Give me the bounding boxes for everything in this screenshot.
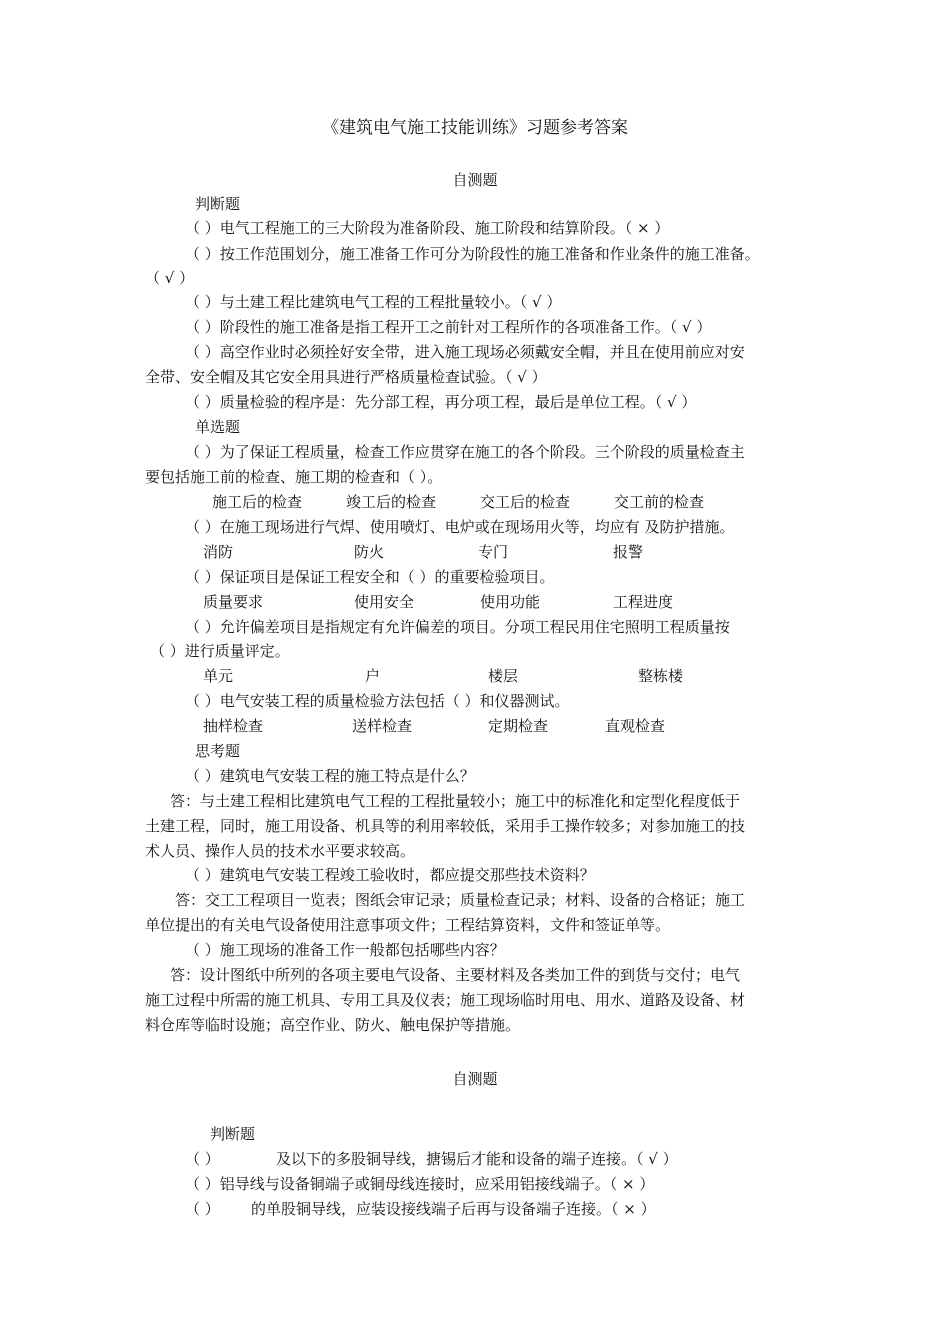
judge-item-3: （ ）与土建工程比建筑电气工程的工程批量较小。（ √ ） [185,293,562,311]
choice-q1: （ ）为了保证工程质量，检查工作应贯穿在施工的各个阶段。三个阶段的质量检查主 [185,443,745,461]
think-a3-line3: 料仓库等临时设施；高空作业、防火、触电保护等措施。 [145,1016,521,1034]
think-a2-line1: 答：交工工程项目一览表；图纸会审记录；质量检查记录；材料、设备的合格证；施工 [175,891,746,909]
choice-q5-opt-b: 送样检查 [352,717,413,735]
judge-item-2-cont: （ √ ） [145,269,195,287]
judge2-item-3-prefix: （ ） [185,1200,220,1218]
choice-q5-opt-a: 抽样检查 [203,717,264,735]
judge2-item-1-prefix: （ ） [185,1150,220,1168]
choice-q5-opt-c: 定期检查 [488,717,549,735]
think-a3-line2: 施工过程中所需的施工机具、专用工具及仪表；施工现场临时用电、用水、道路及设备、材 [145,991,746,1009]
judge-item-6: （ ）质量检验的程序是：先分部工程，再分项工程，最后是单位工程。（ √ ） [185,393,697,411]
choice-q4-cont: （ ）进行质量评定。 [150,642,290,660]
choice-q4-opt-a: 单元 [203,667,234,685]
choice-q3-opt-c: 使用功能 [480,593,541,611]
think-a1-line1: 答：与土建工程相比建筑电气工程的工程批量较小；施工中的标准化和定型化程度低于 [170,792,741,810]
think-q2: （ ）建筑电气安装工程竣工验收时，都应提交那些技术资料？ [185,866,595,884]
think-label: 思考题 [195,742,241,760]
choice-q5: （ ）电气安装工程的质量检验方法包括（ ）和仪器测试。 [185,692,570,710]
choice-q1-opt-a: 施工后的检查 [212,493,303,511]
think-a3-line1: 答：设计图纸中所列的各项主要电气设备、主要材料及各类加工件的到货与交付；电气 [170,966,741,984]
choice-q2-opt-a: 消防 [203,543,234,561]
judge2-item-1: 及以下的多股铜导线，搪锡后才能和设备的端子连接。（ √ ） [276,1150,678,1168]
choice-q4-opt-c: 楼层 [488,667,519,685]
think-q1: （ ）建筑电气安装工程的施工特点是什么？ [185,767,475,785]
section-heading: 自测题 [452,171,498,189]
judge-label-2: 判断题 [210,1125,256,1143]
judge-item-4: （ ）阶段性的施工准备是指工程开工之前针对工程所作的各项准备工作。（ √ ） [185,318,712,336]
judge2-item-2: （ ）铝导线与设备铜端子或铜母线连接时，应采用铝接线端子。（ × ） [185,1175,655,1193]
judge-item-5: （ ）高空作业时必须拴好安全带，进入施工现场必须戴安全帽，并且在使用前应对安 [185,343,745,361]
choice-q2: （ ）在施工现场进行气焊、使用喷灯、电炉或在现场用火等，均应有 及防护措施。 [185,518,735,536]
choice-q2-opt-b: 防火 [354,543,385,561]
choice-q2-opt-c: 专门 [478,543,509,561]
choice-q1-cont: 要包括施工前的检查、施工期的检查和（ ）。 [145,468,443,486]
judge-item-2: （ ）按工作范围划分，施工准备工作可分为阶段性的施工准备和作业条件的施工准备。 [185,245,760,263]
choice-q1-opt-c: 交工后的检查 [480,493,571,511]
choice-q4-opt-d: 整栋楼 [638,667,684,685]
choice-q5-opt-d: 直观检查 [605,717,666,735]
choice-q4: （ ）允许偏差项目是指规定有允许偏差的项目。分项工程民用住宅照明工程质量按 [185,618,730,636]
judge-item-5-cont: 全带、安全帽及其它安全用具进行严格质量检查试验。（ √ ） [145,368,547,386]
choice-q4-opt-b: 户 [365,667,381,685]
choice-label: 单选题 [195,418,241,436]
think-a1-line2: 土建工程，同时，施工用设备、机具等的利用率较低，采用手工操作较多；对参加施工的技 [145,817,746,835]
choice-q2-opt-d: 报警 [613,543,644,561]
document-title: 《建筑电气施工技能训练》习题参考答案 [322,118,628,138]
section-heading-2: 自测题 [452,1070,498,1088]
judge-label: 判断题 [195,195,241,213]
judge2-item-3: 的单股铜导线，应装设接线端子后再与设备端子连接。（ × ） [251,1200,656,1218]
choice-q3: （ ）保证项目是保证工程安全和（ ）的重要检验项目。 [185,568,555,586]
choice-q3-opt-d: 工程进度 [613,593,674,611]
choice-q3-opt-b: 使用安全 [354,593,415,611]
choice-q1-opt-d: 交工前的检查 [614,493,705,511]
think-a2-line2: 单位提出的有关电气设备使用注意事项文件；工程结算资料，文件和签证单等。 [145,916,671,934]
think-q3: （ ）施工现场的准备工作一般都包括哪些内容？ [185,941,505,959]
judge-item-1: （ ）电气工程施工的三大阶段为准备阶段、施工阶段和结算阶段。（ × ） [185,219,670,237]
choice-q3-opt-a: 质量要求 [203,593,264,611]
think-a1-line3: 术人员、操作人员的技术水平要求较高。 [145,842,416,860]
choice-q1-opt-b: 竣工后的检查 [346,493,437,511]
